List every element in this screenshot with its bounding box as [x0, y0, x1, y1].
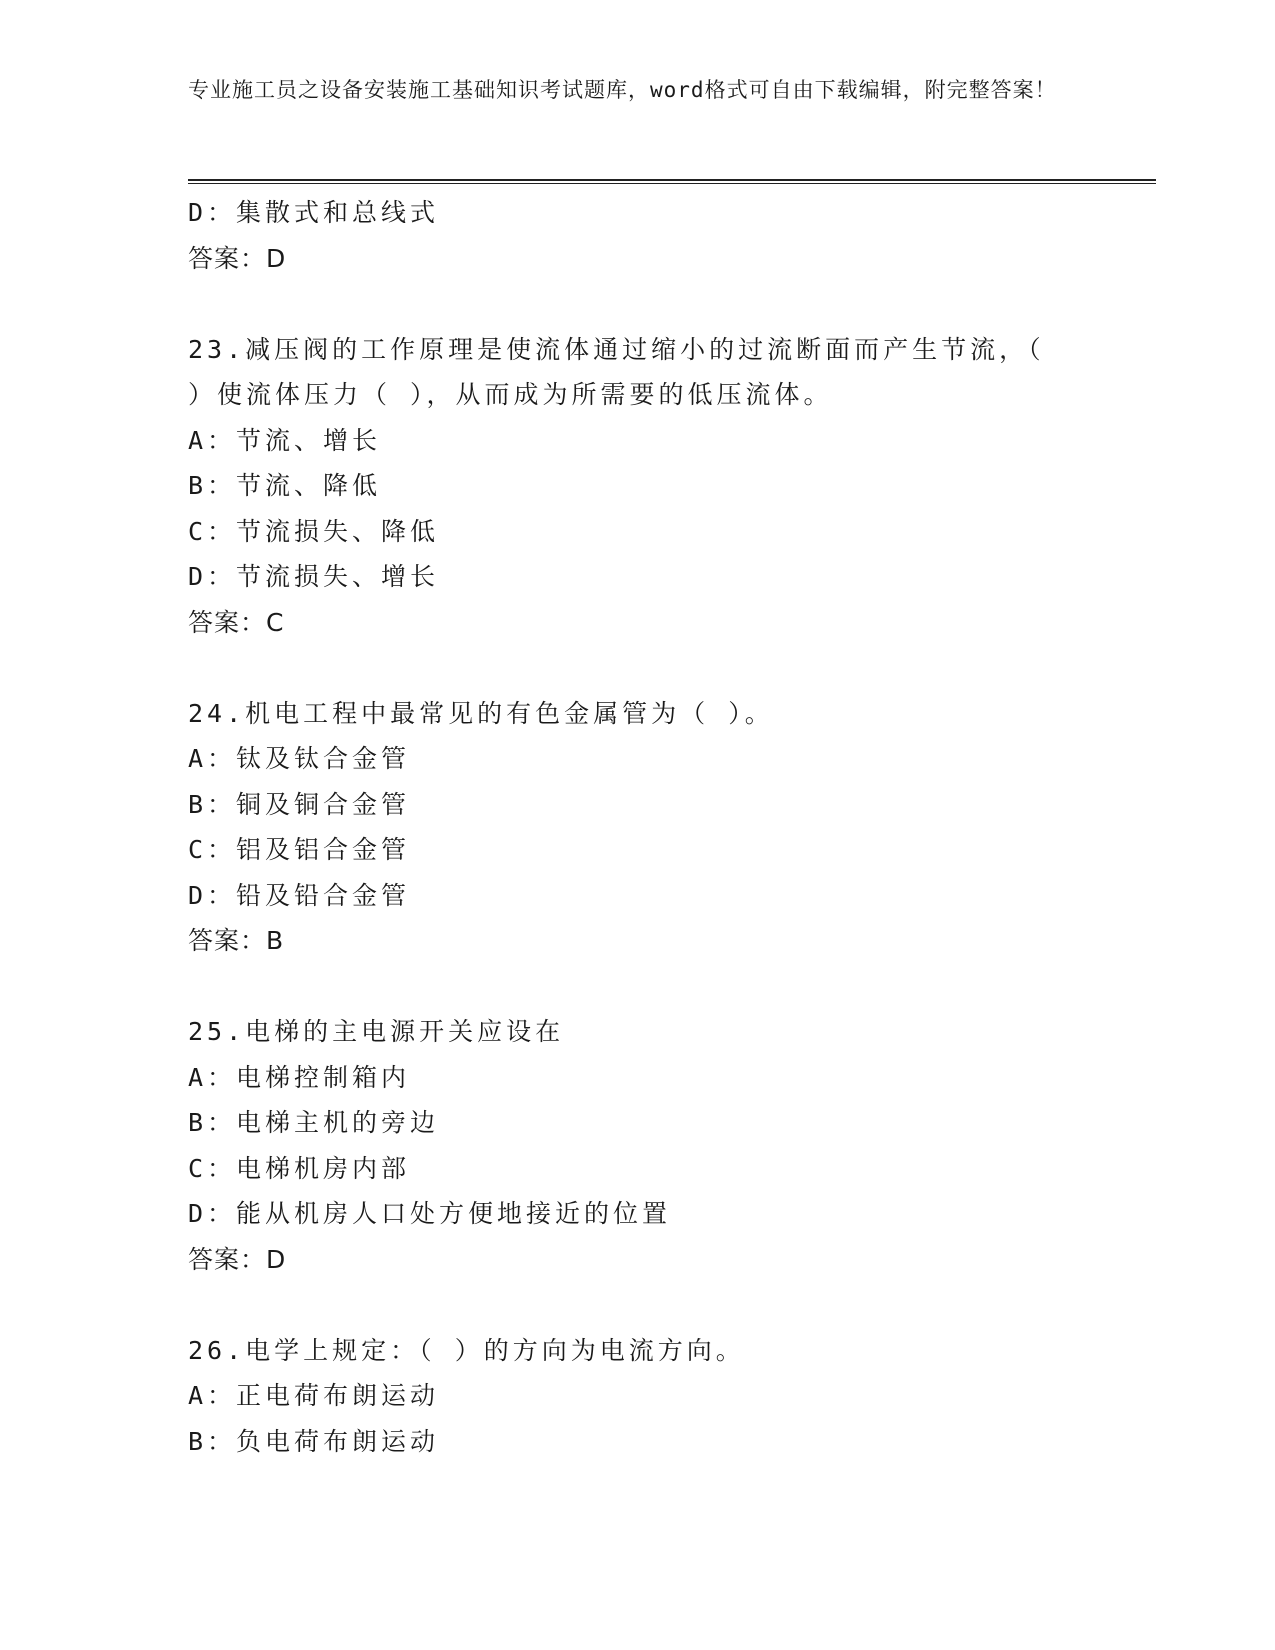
option-d: D：集散式和总线式 [188, 198, 440, 227]
option-a: A：电梯控制箱内 [188, 1062, 411, 1092]
option-c: C：节流损失、降低 [188, 516, 440, 546]
option-d: D：能从机房人口处方便地接近的位置 [188, 1199, 672, 1228]
question-26 [188, 1328, 1088, 1465]
header-rule-thin [188, 183, 1156, 184]
question-stem: 24.机电工程中最常见的有色金属管为（ ）。 [188, 698, 774, 728]
option-c: C：电梯机房内部 [188, 1153, 411, 1183]
option-a: A：钛及钛合金管 [188, 744, 411, 773]
spacer [188, 1282, 1088, 1328]
spacer [188, 645, 1088, 691]
option-b: B：负电荷布朗运动 [188, 1426, 440, 1456]
spacer [188, 964, 1088, 1010]
prev-question-block [188, 190, 1088, 281]
question-list [188, 190, 1088, 1464]
answer: 答案：D [188, 243, 287, 273]
question-24 [188, 691, 1088, 964]
option-d: D：节流损失、增长 [188, 562, 440, 591]
question-23 [188, 327, 1088, 646]
option-c: C：铝及铝合金管 [188, 835, 411, 864]
option-a: A：节流、增长 [188, 425, 382, 455]
question-stem: 25.电梯的主电源开关应设在 [188, 1017, 565, 1046]
question-stem: 26.电学上规定：（ ）的方向为电流方向。 [188, 1335, 745, 1365]
option-b: B：铜及铜合金管 [188, 789, 411, 819]
question-25 [188, 1009, 1088, 1282]
spacer [188, 281, 1088, 327]
answer: 答案：C [188, 607, 285, 637]
answer: 答案：B [188, 926, 285, 955]
question-stem: 23.减压阀的工作原理是使流体通过缩小的过流断面而产生节流，（ [188, 334, 1045, 364]
option-a: A：正电荷布朗运动 [188, 1381, 440, 1410]
document-header: 专业施工员之设备安装施工基础知识考试题库，word格式可自由下载编辑，附完整答案！ [188, 78, 1057, 102]
option-b: B：电梯主机的旁边 [188, 1108, 440, 1137]
option-b: B：节流、降低 [188, 471, 382, 500]
answer: 答案：D [188, 1244, 287, 1274]
header-rule-thick [188, 179, 1156, 181]
question-stem: ）使流体压力（ ），从而成为所需要的低压流体。 [188, 380, 833, 409]
option-d: D：铅及铅合金管 [188, 880, 411, 910]
